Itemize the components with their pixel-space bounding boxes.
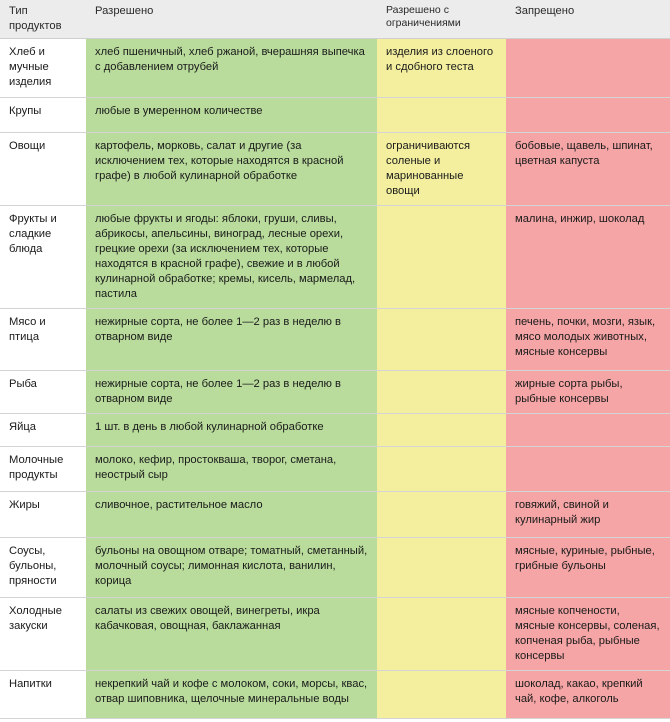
row-type: Фрукты и сладкие блюда xyxy=(0,206,86,309)
table-row xyxy=(0,206,670,309)
row-limited xyxy=(377,206,506,309)
row-banned xyxy=(506,39,670,98)
row-allowed: молоко, кефир, простокваша, творог, сметана, неострый сыр xyxy=(86,447,377,492)
row-type: Овощи xyxy=(0,133,86,206)
row-allowed: сливочное, растительное масло xyxy=(86,492,377,538)
row-allowed: любые фрукты и ягоды: яблоки, груши, сливы, абрикосы, апельсины, виноград, лесные орехи, грецкие орехи (за исключением тех, которые находятся в красной графе), свежие и в любой кулинарной обработке; кремы, кисель, мармелад, пастила xyxy=(86,206,377,309)
row-type: Жиры xyxy=(0,492,86,538)
row-limited xyxy=(377,671,506,719)
header-allowed: Разрешено xyxy=(86,0,377,39)
row-allowed: бульоны на овощном отваре; томатный, сметанный, молочный соусы; лимонная кислота, ванилин, корица xyxy=(86,538,377,598)
header-row xyxy=(0,0,670,39)
row-type: Соусы, бульоны, пряности xyxy=(0,538,86,598)
row-type: Яйца xyxy=(0,414,86,447)
row-banned: печень, почки, мозги, язык, мясо молодых животных, мясные консервы xyxy=(506,309,670,371)
row-type: Холодные закуски xyxy=(0,598,86,671)
row-banned: мясные, куриные, рыбные, грибные бульоны xyxy=(506,538,670,598)
row-limited xyxy=(377,309,506,371)
row-banned: говяжий, свиной и кулинарный жир xyxy=(506,492,670,538)
row-banned: шоколад, какао, крепкий чай, кофе, алкоголь xyxy=(506,671,670,719)
table-row xyxy=(0,447,670,492)
row-type: Напитки xyxy=(0,671,86,719)
table-row xyxy=(0,671,670,719)
header-limited: Разрешено с ограничениями xyxy=(377,0,506,39)
row-limited xyxy=(377,98,506,133)
row-type: Молочные продукты xyxy=(0,447,86,492)
row-banned: мясные копчености, мясные консервы, соленая, копченая рыба, рыбные консервы xyxy=(506,598,670,671)
row-allowed: салаты из свежих овощей, винегреты, икра кабачковая, овощная, баклажанная xyxy=(86,598,377,671)
row-allowed: картофель, морковь, салат и другие (за исключением тех, которые находятся в красной графе) в любой кулинарной обработке xyxy=(86,133,377,206)
row-allowed: нежирные сорта, не более 1—2 раз в неделю в отварном виде xyxy=(86,309,377,371)
row-banned xyxy=(506,98,670,133)
row-banned xyxy=(506,414,670,447)
row-limited xyxy=(377,414,506,447)
row-banned xyxy=(506,447,670,492)
row-limited: изделия из слоеного и сдобного теста xyxy=(377,39,506,98)
row-banned: жирные сорта рыбы, рыбные консервы xyxy=(506,371,670,414)
table-row xyxy=(0,598,670,671)
row-type: Крупы xyxy=(0,98,86,133)
table-row xyxy=(0,492,670,538)
row-allowed: нежирные сорта, не более 1—2 раз в неделю в отварном виде xyxy=(86,371,377,414)
row-allowed: хлеб пшеничный, хлеб ржаной, вчерашняя выпечка с добавлением отрубей xyxy=(86,39,377,98)
table-row xyxy=(0,538,670,598)
row-type: Рыба xyxy=(0,371,86,414)
row-allowed: любые в умеренном количестве xyxy=(86,98,377,133)
row-limited xyxy=(377,371,506,414)
row-type: Хлеб и мучные изделия xyxy=(0,39,86,98)
header-type: Тип продуктов xyxy=(0,0,86,39)
row-limited xyxy=(377,598,506,671)
table-row xyxy=(0,39,670,98)
row-type: Мясо и птица xyxy=(0,309,86,371)
row-allowed: некрепкий чай и кофе с молоком, соки, морсы, квас, отвар шиповника, щелочные минеральные воды xyxy=(86,671,377,719)
table-row xyxy=(0,133,670,206)
row-banned: малина, инжир, шоколад xyxy=(506,206,670,309)
row-limited xyxy=(377,447,506,492)
header-banned: Запрещено xyxy=(506,0,670,39)
table-row xyxy=(0,371,670,414)
table-row xyxy=(0,98,670,133)
table-row xyxy=(0,309,670,371)
row-limited xyxy=(377,492,506,538)
row-allowed: 1 шт. в день в любой кулинарной обработке xyxy=(86,414,377,447)
row-banned: бобовые, щавель, шпинат, цветная капуста xyxy=(506,133,670,206)
row-limited xyxy=(377,538,506,598)
table-row xyxy=(0,414,670,447)
row-limited: ограничиваются соленые и маринованные овощи xyxy=(377,133,506,206)
